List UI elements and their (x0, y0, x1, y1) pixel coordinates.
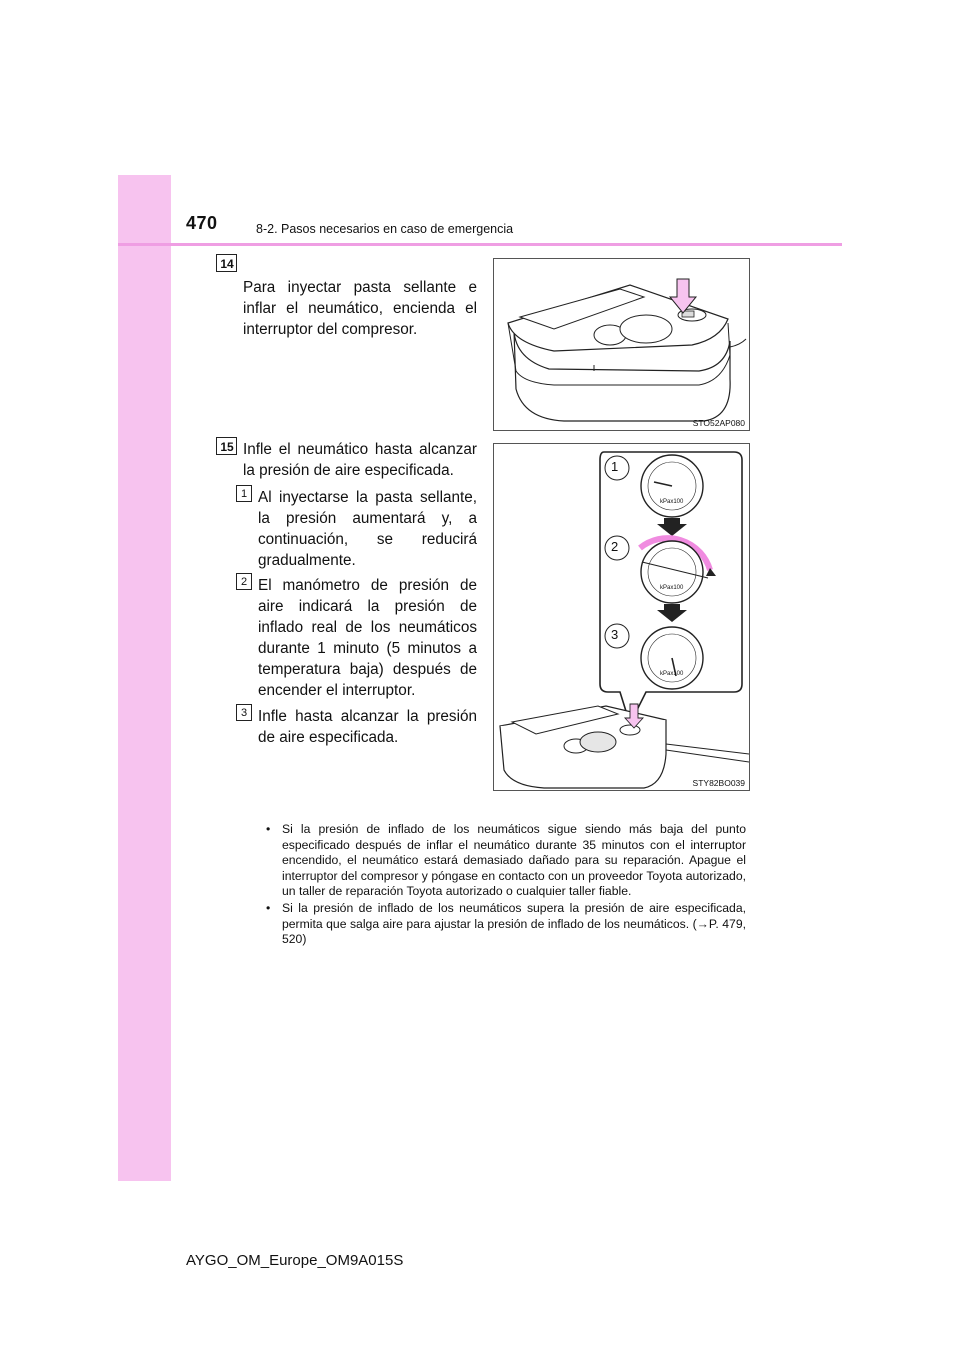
substep-3-text: Infle hasta alcanzar la presión de aire especificada. (258, 708, 477, 746)
substep-2-text: El manómetro de presión de aire indicará la presión de inflado real de los neumáticos durante 1 minuto (5 minutos a temperatura baja) después de encender el interruptor. (258, 577, 477, 699)
substep-1-text: Al inyectarse la pasta sellante, la presión aumentará y, a continuación, se reducirá gradualmente. (258, 489, 477, 569)
gauge-drawing (494, 444, 749, 790)
gauge-callout-3: 3 (611, 627, 619, 642)
step-14-text: Para inyectar pasta sellante e inflar el neumático, encienda el interruptor del compresor. (243, 279, 477, 338)
note-text: Si la presión de inflado de los neumáticos sigue siendo más baja del punto especificado después de inflar el neumático durante 35 minutos con el interruptor encendido, el neumático estará demasiado dañado para su reparación. Apague el interruptor del compresor y póngase en contacto con un proveedor Toyota autorizado, un taller de reparación Toyota autorizado o cualquier taller fiable. (282, 822, 746, 899)
notes-list (266, 822, 746, 949)
step-badge-15: 15 (216, 437, 237, 455)
substep-badge-1: 1 (236, 485, 252, 502)
substep-badge-3: 3 (236, 704, 252, 721)
header-rule (118, 243, 842, 246)
step-15-text: Infle el neumático hasta alcanzar la presión de aire especificada. (243, 441, 477, 479)
gauge-sequence-illustration (493, 443, 750, 791)
illustration-code: STY82BO039 (692, 778, 745, 788)
step-badge-14: 14 (216, 254, 237, 272)
gauge-callout-2: 2 (611, 539, 619, 554)
gauge-3-unit: kPax100 (660, 671, 684, 677)
note-item (266, 822, 746, 900)
compressor-drawing (494, 259, 749, 430)
gauge-2-unit: kPax100 (660, 585, 684, 591)
document-code: AYGO_OM_Europe_OM9A015S (186, 1252, 404, 1269)
bullet: • (266, 822, 271, 836)
section-title: 8-2. Pasos necesarios en caso de emergencia (256, 222, 514, 236)
page-number: 470 (186, 213, 218, 233)
gauge-callout-1: 1 (611, 459, 619, 474)
note-text: Si la presión de inflado de los neumáticos supera la presión de aire especificada, permita que salga aire para ajustar la presión de inflado de los neumáticos. (→P. 479, 520) (282, 900, 746, 947)
compressor-switch-illustration (493, 258, 750, 431)
bullet: • (266, 900, 271, 915)
side-tab (118, 175, 171, 1181)
illustration-code: STO52AP080 (692, 418, 745, 428)
gauge-1-unit: kPax100 (660, 499, 684, 505)
substep-badge-2: 2 (236, 573, 252, 590)
note-item (266, 901, 746, 948)
